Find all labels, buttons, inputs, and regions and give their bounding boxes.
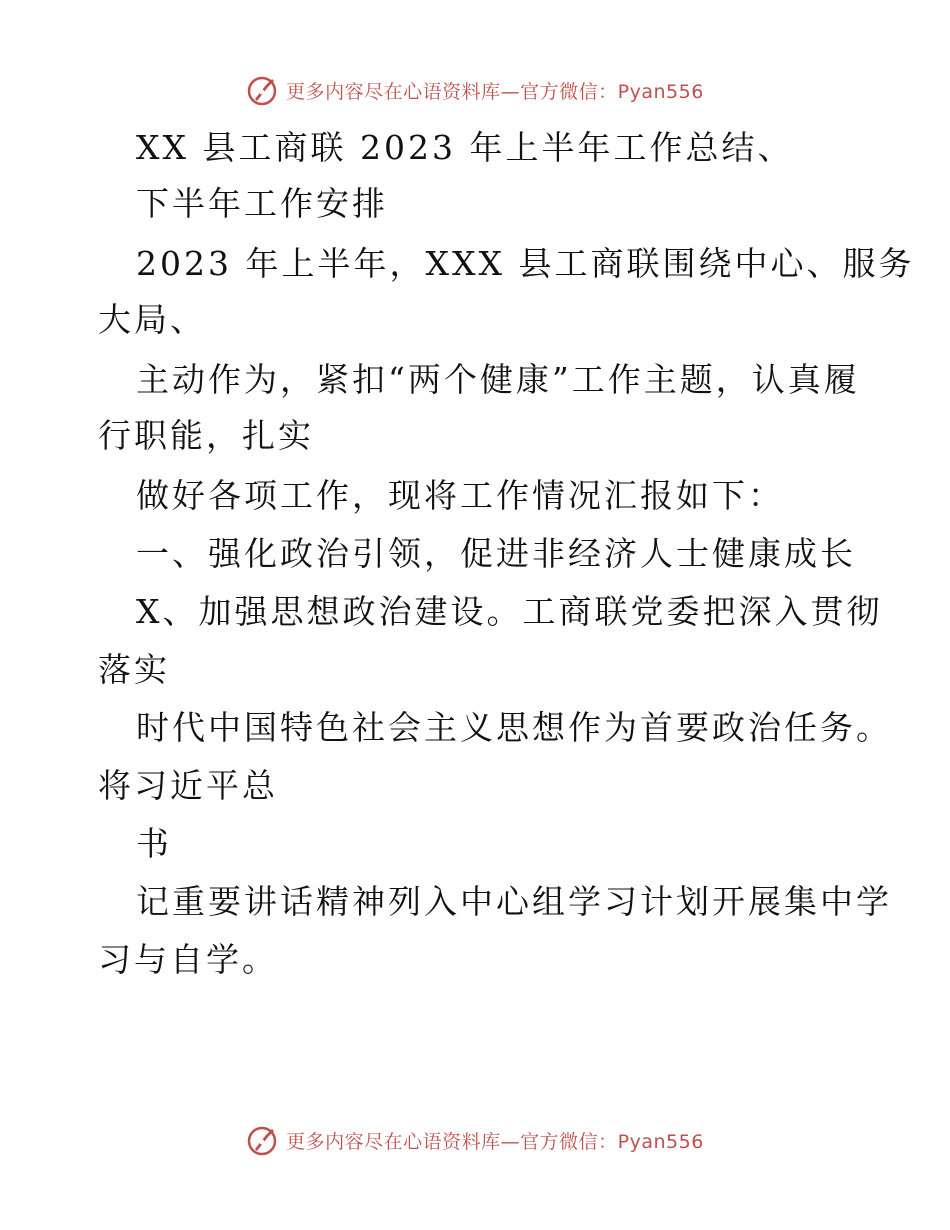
pen-nib-logo-icon [246,73,280,107]
paragraph-line: 做好各项工作，现将工作情况汇报如下： [136,476,784,515]
paragraph-line: 大局、 [98,300,206,339]
footer-banner [0,1120,950,1160]
paragraph-line: 习与自学。 [98,940,278,979]
paragraph-line: 落实 [98,650,170,689]
pen-nib-logo-icon [246,1123,280,1157]
header-banner-text: 更多内容尽在心语资料库—官方微信：Pyan556 [286,80,704,103]
footer-banner-text: 更多内容尽在心语资料库—官方微信：Pyan556 [286,1130,704,1153]
paragraph-line: 时代中国特色社会主义思想作为首要政治任务。 [136,708,892,747]
paragraph-line: 将习近平总 [98,766,278,805]
paragraph-line: X、加强思想政治建设。工商联党委把深入贯彻 [136,592,883,631]
doc-title-line-2: 下半年工作安排 [136,184,388,223]
paragraph-line: 行职能，扎实 [98,416,314,455]
section-heading: 一、强化政治引领，促进非经济人士健康成长 [136,534,856,573]
header-banner [0,70,950,110]
paragraph-line: 记重要讲话精神列入中心组学习计划开展集中学 [136,882,892,921]
paragraph-line: 2023 年上半年，XXX 县工商联围绕中心、服务 [136,244,915,283]
paragraph-line: 主动作为，紧扣“两个健康”工作主题，认真履 [136,360,860,399]
paragraph-line: 书 [136,824,172,863]
doc-title-line-1: XX 县工商联 2023 年上半年工作总结、 [136,128,794,167]
